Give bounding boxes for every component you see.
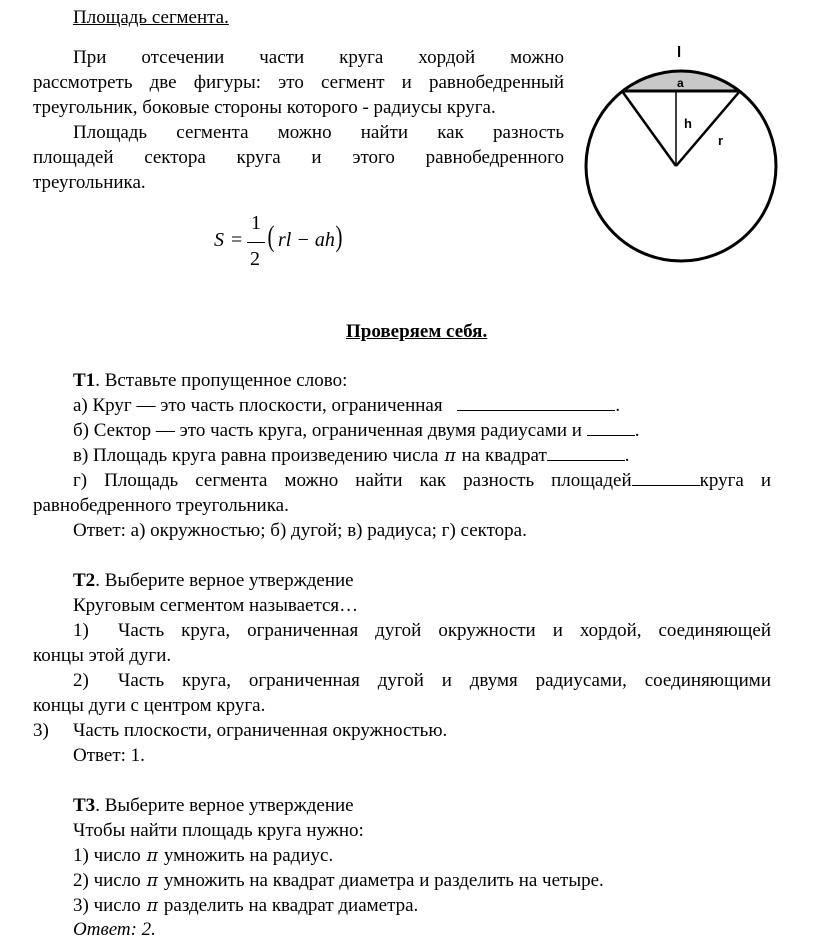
t2-option-2: Часть круга, ограниченная дугой и двумя радиусами, соединяющими <box>118 670 771 691</box>
t3-o1-pi: π <box>146 846 158 866</box>
formula-paren-close: ) <box>335 220 343 253</box>
t3-o3-post: разделить на квадрат диаметра. <box>163 895 419 916</box>
intro-line-6: треугольника. <box>33 172 146 193</box>
intro-line-4: Площадь сегмента можно найти как разность <box>73 122 564 143</box>
t1-label: Т1 <box>73 370 96 391</box>
t1-item-a: а) Круг — это часть плоскости, ограниченная . <box>73 395 621 416</box>
t1-b-text: б) Сектор — это часть круга, ограниченная двумя радиусами и <box>73 420 582 441</box>
label-r: r <box>718 133 724 148</box>
t1-c-text: в) Площадь круга равна произведению числа <box>73 445 439 466</box>
t2-option-2-cont: концы дуги с центром круга. <box>33 695 266 716</box>
t2-option-2-num: 2) <box>73 670 89 691</box>
t1-d-text: г) Площадь сегмента можно найти как разность площадей <box>73 470 632 491</box>
t2-label: Т2 <box>73 570 96 591</box>
t3-prompt: . Выберите верное утверждение <box>95 795 354 816</box>
t1-answer: Ответ: а) окружностью; б) дугой; в) радиуса; г) сектора. <box>73 520 527 541</box>
t3-option-2 <box>73 869 604 893</box>
t3-heading <box>73 794 354 818</box>
t3-o1-post: умножить на радиус. <box>163 845 334 866</box>
t3-o2-pre: 2) число <box>73 870 141 891</box>
t3-option-3 <box>73 894 418 918</box>
formula-paren-open: ( <box>267 220 275 253</box>
t2-option-3-num: 3) <box>33 720 49 741</box>
t1-c-post: на квадрат <box>461 445 547 466</box>
t3-o2-pi: π <box>146 871 158 891</box>
circle-outline <box>586 71 776 261</box>
formula-eq: = <box>231 229 243 251</box>
t2-heading <box>73 569 354 593</box>
intro-line-1: При отсечении части круга хордой можно <box>73 47 564 68</box>
fraction-bar <box>247 242 265 243</box>
label-h: h <box>684 116 692 131</box>
intro-line-3: треугольник, боковые стороны которого - радиусы круга. <box>33 97 496 118</box>
t3-o3-pi: π <box>146 896 158 916</box>
t3-o3-pre: 3) число <box>73 895 141 916</box>
t1-item-c: в) Площадь круга равна произведению числа π на квадрат . <box>73 445 630 466</box>
t2-answer: Ответ: 1. <box>73 745 145 766</box>
t1-item-d <box>73 469 771 493</box>
t1-d-tail: круга и <box>699 470 772 491</box>
t1-a-blank <box>457 394 615 411</box>
label-l: l <box>677 44 682 61</box>
t2-option-1-cont: концы этой дуги. <box>33 645 172 666</box>
t1-heading <box>73 369 347 393</box>
circle-segment-diagram <box>578 40 778 280</box>
t1-item-b: б) Сектор — это часть круга, ограниченная двумя радиусами и . <box>73 420 640 441</box>
t1-a-text: а) Круг — это часть плоскости, ограниченная <box>73 395 443 416</box>
t1-d-blank <box>632 469 700 486</box>
t3-o1-pre: 1) число <box>73 845 141 866</box>
t2-option-1-num: 1) <box>73 620 89 641</box>
t3-o2-post: умножить на квадрат диаметра и разделить на четыре. <box>163 870 604 891</box>
t1-b-blank <box>587 419 635 436</box>
t2-option-1: Часть круга, ограниченная дугой окружности и хордой, соединяющей <box>118 620 771 641</box>
formula-denominator: 2 <box>250 248 260 270</box>
formula-lhs: S <box>214 229 224 251</box>
formula-numerator: 1 <box>251 212 261 234</box>
t2-option-3: Часть плоскости, ограниченная окружностью. <box>73 720 448 741</box>
t3-label: Т3 <box>73 795 96 816</box>
label-a: a <box>677 76 684 90</box>
intro-line-5: площадей сектора круга и этого равнобедренного <box>33 147 564 168</box>
radius-left <box>622 91 676 166</box>
t2-question: Круговым сегментом называется… <box>73 595 359 616</box>
intro-line-2: рассмотреть две фигуры: это сегмент и равнобедренный <box>33 72 564 93</box>
check-title: Проверяем себя. <box>346 321 488 342</box>
t3-option-1 <box>73 844 333 868</box>
t3-question: Чтобы найти площадь круга нужно: <box>73 820 364 841</box>
t2-prompt: . Выберите верное утверждение <box>95 570 354 591</box>
section-heading: Площадь сегмента. <box>73 7 229 28</box>
t1-item-d-cont: равнобедренного треугольника. <box>33 495 289 516</box>
t3-answer: Ответ: 2. <box>73 919 156 940</box>
formula-body: rl − ah <box>278 229 335 251</box>
t1-prompt: . Вставьте пропущенное слово: <box>95 370 348 391</box>
t1-pi-symbol: π <box>444 446 456 466</box>
t1-c-blank <box>547 444 625 461</box>
